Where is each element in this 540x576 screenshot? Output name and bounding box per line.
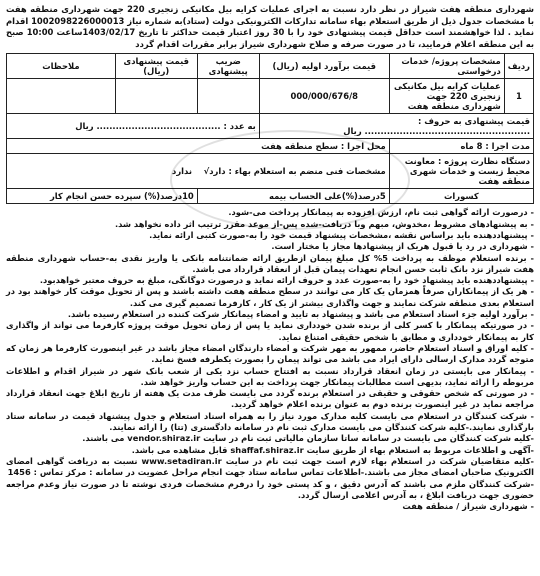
- deductions-row: [7, 189, 534, 204]
- tech-spec-cell: [7, 154, 390, 189]
- duration-value: 8: [476, 141, 483, 152]
- condition-item: - پیشنهاددهنده باید پیشنهاد خود را به-صورت عدد و حروف ارائه نماید و درصورت دوگانگی، مبلغ به حروف معتبر خواهدبود.: [39, 275, 534, 286]
- cell-spec: عملیات کرایه بیل مکانیکی زنجیری 220 جهت شهرداری منطقه هفت: [389, 79, 504, 114]
- condition-item: - شرکت کنندگان در استعلام می بایست کلیه مدارک مورد نیاز را به همراه اسناد استعلام و جدول پیشنهاد قیمت در سامانه ستاد بارگذاری نمایند.-کلیه شرکت کنندگان می بایست مدارک ثبت نام در سامانه دادگستری (تتا) را ارائه نمایند.: [6, 410, 534, 433]
- condition-item: - به پیشنهادهای مشروط ،مخدوش، مبهم وبا دریافت-شده پس-از موعد مقرر ترتیب اثر داده نخواهد شد.: [114, 218, 534, 229]
- header-row-number: ردیف: [504, 54, 533, 79]
- header-coef: ضریب پیشنهادی: [197, 54, 259, 79]
- condition-item: - هر یک از پیمانکاران صرفاً همزمان یک کار می توانند در سطح منطقه هفت داشته باشند و پس از تحویل موقت کار خواهند بود در استعلام بعدی منطقه شرکت نمایند و جهت واگذاری بیشتر از یک کار ، کارفرما تصمیم گیری می کند.: [6, 286, 534, 308]
- condition-item: - درصورت ارائه گواهی ثبت نام، ارزش افزوده به پیمانکار پرداخت می-شود.: [228, 207, 534, 218]
- header-notes: ملاحظات: [7, 54, 116, 79]
- location-cell: [7, 139, 390, 154]
- supervisor-value: معاونت محیط زیست و خدمات شهری منطقه هفت: [404, 156, 530, 187]
- table-header-row: [7, 54, 534, 79]
- signature-line: - شهرداری شیراز / منطقه هفت: [402, 501, 534, 512]
- tech-spec-no: ندارد: [172, 166, 192, 177]
- duration-unit: ماه: [460, 141, 474, 152]
- document-page: [6, 4, 534, 512]
- header-offer: قیمت پیشنهادی (ریال): [115, 54, 197, 79]
- condition-item: - شهرداری در رد یا قبول هریک از پیشنهادها مجاز یا مختار است.: [271, 241, 534, 252]
- condition-item: - برآورد اولیه جزء اسناد استعلام می باشد و پیشنهاد به تایید و امضاء پیمانکار شرکت کننده در استعلام رسیده باشد.: [67, 309, 534, 320]
- deduction-guarantee: 10درصد(%) سپرده حسن انجام کار: [7, 189, 198, 204]
- condition-item: -آگهی و اطلاعات مربوط به استعلام بهاء از طریق سایت shaffaf.shiraz.ir قابل مشاهده می باشد.: [131, 444, 534, 455]
- table-row: [7, 79, 534, 114]
- duration-cell: [389, 139, 533, 154]
- price-in-words: قیمت پیشنهادی به حروف : .................................................... ریال: [259, 114, 533, 139]
- cell-estimate: 000/000/676/8: [259, 79, 389, 114]
- condition-item: - برنده استعلام موظف به پرداخت 5% کل مبلغ پیمان ازطریق ارائه ضمانتنامه بانکی یا واریز نقدی به-حساب شهرداری منطقه هفت شیراز نزد بانک ثابت حسن انجام تعهدات پیمان قبل از انعقاد قرارداد می باشد.: [6, 252, 534, 274]
- deductions-label: کسورات: [389, 189, 533, 204]
- cell-offer: [115, 79, 197, 114]
- condition-item: - در صورتیکه پیمانکار با کسر کلی از برنده شدن خودداری نماید یا پس از زمان تحویل موقت پروژه کارفرما می تواند از واگذاری کار به پیمانکار خودداری و مطابق با شخص حقیقی امتناع نماید.: [6, 320, 534, 342]
- price-words-row: [7, 114, 534, 139]
- supervisor-row: [7, 154, 534, 189]
- condition-item: -شرکت کنندگان ملزم می باشند که آدرس دقیق ، و کد پستی خود را درفرم مشخصات فردی نوشته تا در صورت نیاز وعدم مراجعه حضوری جهت دریافت ابلاغ ، به آدرس اعلامی ارسال گردد.: [6, 478, 534, 500]
- condition-item: -کلیه شرکت کنندگان می بایست در سامانه ساتا سازمان مالیاتی ثبت نام در سایت vendor.shiraz.ir می باشند.: [82, 433, 534, 444]
- condition-item: -کلیه متقاضیان شرکت در استعلام بهاء لازم است جهت ثبت نام در سایت www.setadiran.ir نسبت به دریافت گواهی امضای الکترونیک صاحبان امضای مجاز می باشند.-اطلاعات تماس سامانه ستاد جهت انجام مراحل عضویت در سامانه : مرکز تماس : 1456: [6, 455, 534, 478]
- supervisor-label: دستگاه نظارت پروژه :: [437, 156, 530, 167]
- condition-item: - پیمانکار می بایستی در زمان انعقاد قرارداد نسبت به افتتاح حساب نزد یکی از شعب بانک شهر در شیراز اقدام و اطلاعات مربوطه را ارائه نماید، بدیهی است مطالبات پیمانکار جهت پرداخت به این حساب واریز خواهد شد.: [6, 365, 534, 387]
- header-estimate: قیمت برآورد اولیه (ریال): [259, 54, 389, 79]
- location-value: سطح منطقه هفت: [261, 141, 338, 152]
- condition-item: - در صورتی که شخص حقوقی و حقیقی در استعلام برنده گردد می بایست ظرف مدت یک هفته از تاریخ ابلاغ جهت انعقاد قرارداد مراجعه نماید در غیر اینصورت برنده دوم به عنوان برنده اعلام خواهد گردید.: [6, 388, 534, 410]
- duration-row: [7, 139, 534, 154]
- tech-spec-yes: دارد√: [203, 166, 226, 177]
- condition-item: - کلیه اوراق و اسناد استعلام حاضر، ممهور به مهر شرکت و امضاء دارندگان امضاء مجاز باشد در غیر اینصورت کارفرما هر زمان که متوجه گردد مدارک ارسالی دارای ایراد می باشد می تواند پیمان را بصورت یکطرفه فسخ نماید.: [6, 342, 534, 365]
- cell-row-number: 1: [504, 79, 533, 114]
- duration-label: مدت اجرا :: [485, 141, 530, 152]
- inquiry-table: [6, 53, 534, 204]
- deduction-insurance: 5درصد(%)علی الحساب بیمه: [197, 189, 389, 204]
- cell-coef: [197, 79, 259, 114]
- conditions-list: [6, 207, 534, 512]
- tech-spec-label: مشخصات فنی منضم به استعلام بهاء :: [228, 166, 386, 177]
- condition-item: - پیشنهاددهنده باید براساس نقشه ،مشخصات پیشنهاد قیمت خود را به-صورت کتبی ارائه نماید.: [149, 229, 534, 240]
- cell-notes: [7, 79, 116, 114]
- intro-paragraph: شهرداری منطقه هفت شیراز در نظر دارد نسبت به اجرای عملیات کرایه بیل مکانیکی زنجیری 220 جهت شهرداری منطقه هفت با مشخصات جدول ذیل از طریق استعلام بهاء سامانه تدارکات الکترونیکی دولت (ستاد)به شماره نیاز 1002098226000013 اقدام نماید . لذا خواهشمند است حداقل قیمت پیشنهادی خود را با 30 روز اعتبار قیمت حداکثر تا تاریخ 1403/02/17ساعت 10:00 صبح به این منطقه اعلام فرمایید، تا در صورت صرفه و صلاح شهرداری شیراز برابر مقررات اقدام گردد: [5, 4, 534, 49]
- price-in-digits: به عدد : ....................................... ریال: [7, 114, 260, 139]
- supervisor-cell: [389, 154, 533, 189]
- location-label: محل اجرا :: [340, 141, 386, 152]
- header-spec: مشخصات پروژه/ خدمات درخواستی: [389, 54, 504, 79]
